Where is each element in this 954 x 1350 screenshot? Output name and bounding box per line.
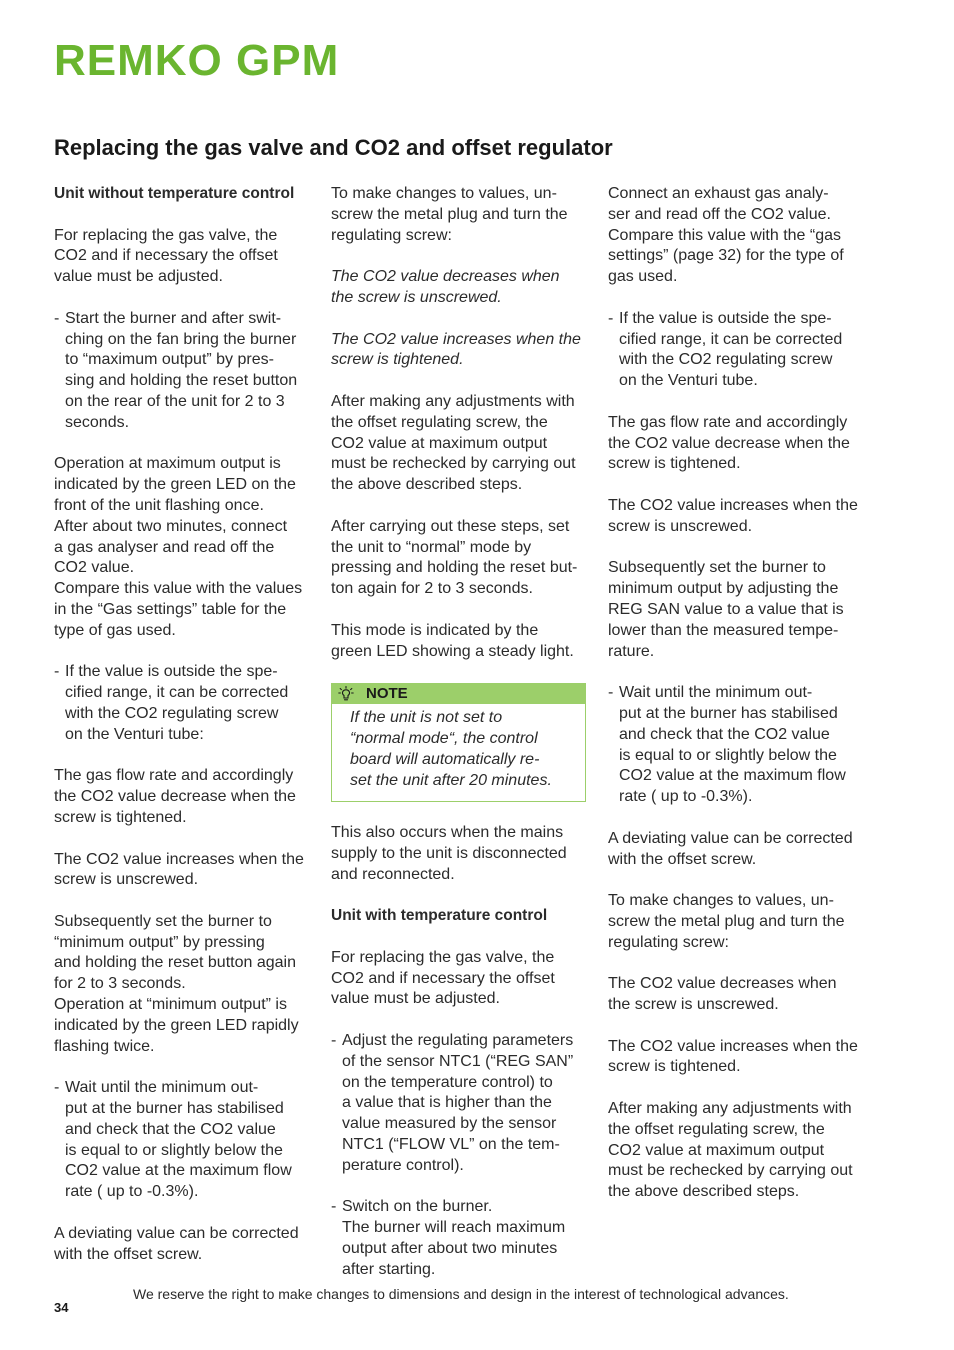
list-item: - Switch on the burner. The burner will reach maximum output after about two minutes after starting. bbox=[331, 1198, 566, 1278]
lightbulb-icon bbox=[338, 686, 354, 702]
column-2 bbox=[331, 184, 593, 1281]
paragraph: The CO2 value increases when the screw is unscrewed. bbox=[608, 496, 858, 535]
paragraph: After carrying out these steps, set the unit to “normal” mode by pressing and holding the reset but- ton again for 2 to 3 seconds. bbox=[331, 517, 578, 598]
list-item: - If the value is outside the spe- cified range, it can be corrected with the CO2 regulating screw on the Venturi tube: bbox=[54, 663, 289, 743]
paragraph: A deviating value can be corrected with the offset screw. bbox=[54, 1224, 299, 1263]
note-text: If the unit is not set to “normal mode“, the control board will automatically re- set the unit after 20 minutes. bbox=[350, 709, 552, 789]
paragraph: The gas flow rate and accordingly the CO2 value decrease when the screw is tightened. bbox=[608, 413, 850, 473]
brand-title: REMKO GPM bbox=[54, 36, 340, 85]
column-3 bbox=[608, 184, 870, 1203]
paragraph: The CO2 value decreases when the screw is unscrewed. bbox=[608, 975, 837, 1014]
note-header bbox=[332, 684, 585, 704]
paragraph: After making any adjustments with the offset regulating screw, the CO2 value at maximum output must be rechecked by carrying out the above described steps. bbox=[331, 392, 576, 494]
paragraph: For replacing the gas valve, the CO2 and if necessary the offset value must be adjusted. bbox=[331, 948, 555, 1008]
paragraph: This mode is indicated by the green LED showing a steady light. bbox=[331, 621, 574, 660]
paragraph: This also occurs when the mains supply to the unit is disconnected and reconnected. bbox=[331, 824, 567, 883]
paragraph: Subsequently set the burner to minimum output by adjusting the REG SAN value to a value that is lower than the measured tempe- rature. bbox=[608, 559, 844, 660]
italic-paragraph: The CO2 value decreases when the screw is unscrewed. bbox=[331, 268, 560, 306]
paragraph: The CO2 value increases when the screw is unscrewed. bbox=[54, 850, 304, 889]
note-label: NOTE bbox=[366, 684, 408, 702]
note-box bbox=[331, 683, 586, 802]
subheading-with-temp-control: Unit with temperature control bbox=[331, 907, 548, 925]
list-item: - Adjust the regulating parameters of the sensor NTC1 (“REG SAN” on the temperature control) to a value that is higher than the value measured by the sensor NTC1 (“FLOW VL” on the tem- perature control). bbox=[331, 1032, 574, 1174]
list-item: - Wait until the minimum out- put at the burner has stabilised and check that the CO2 value is equal to or slightly below the CO2 value at the maximum flow rate ( up to -0.3%). bbox=[608, 684, 846, 806]
subheading-without-temp-control: Unit without temperature control bbox=[54, 185, 295, 202]
paragraph: Subsequently set the burner to “minimum output” by pressing and holding the reset button again for 2 to 3 seconds. Operation at “minimum output” is indicated by the green LED rapidly flashing twice. bbox=[54, 912, 299, 1055]
paragraph: The CO2 value increases when the screw is tightened. bbox=[608, 1037, 858, 1076]
paragraph: After making any adjustments with the offset regulating screw, the CO2 value at maximum output must be rechecked by carrying out the above described steps. bbox=[608, 1100, 853, 1201]
paragraph: A deviating value can be corrected with the offset screw. bbox=[608, 829, 853, 868]
paragraph: Connect an exhaust gas analy- ser and read off the CO2 value. Compare this value with the “gas settings” (page 32) for the type of gas used. bbox=[608, 185, 844, 286]
column-1 bbox=[54, 184, 316, 1265]
list-item: - Start the burner and after swit- ching on the fan bring the burner to “maximum output” by pres- sing and holding the reset button on the rear of the unit for 2 to 3 seconds. bbox=[54, 309, 298, 431]
paragraph: Operation at maximum output is indicated by the green LED on the front of the unit flashing once. After about two minutes, connect a gas analyser and read off the CO2 value. Compare this value with the values in the “Gas settings” table for the type of gas used. bbox=[54, 455, 303, 639]
paragraph: To make changes to values, un- screw the metal plug and turn the regulating screw: bbox=[608, 892, 845, 951]
italic-paragraph: The CO2 value increases when the screw is tightened. bbox=[331, 330, 581, 369]
footer-disclaimer: We reserve the right to make changes to dimensions and design in the interest of technological advances. bbox=[133, 1286, 789, 1302]
list-item: - If the value is outside the spe- cified range, it can be corrected with the CO2 regulating screw on the Venturi tube. bbox=[608, 309, 843, 390]
paragraph: For replacing the gas valve, the CO2 and if necessary the offset value must be adjusted. bbox=[54, 226, 278, 286]
page-number: 34 bbox=[54, 1300, 69, 1315]
paragraph: To make changes to values, un- screw the metal plug and turn the regulating screw: bbox=[331, 185, 568, 244]
list-item: - Wait until the minimum out- put at the burner has stabilised and check that the CO2 value is equal to or slightly below the CO2 value at the maximum flow rate ( up to -0.3%). bbox=[54, 1079, 292, 1201]
section-title: Replacing the gas valve and CO2 and offset regulator bbox=[54, 135, 613, 160]
paragraph: The gas flow rate and accordingly the CO2 value decrease when the screw is tightened. bbox=[54, 767, 296, 826]
